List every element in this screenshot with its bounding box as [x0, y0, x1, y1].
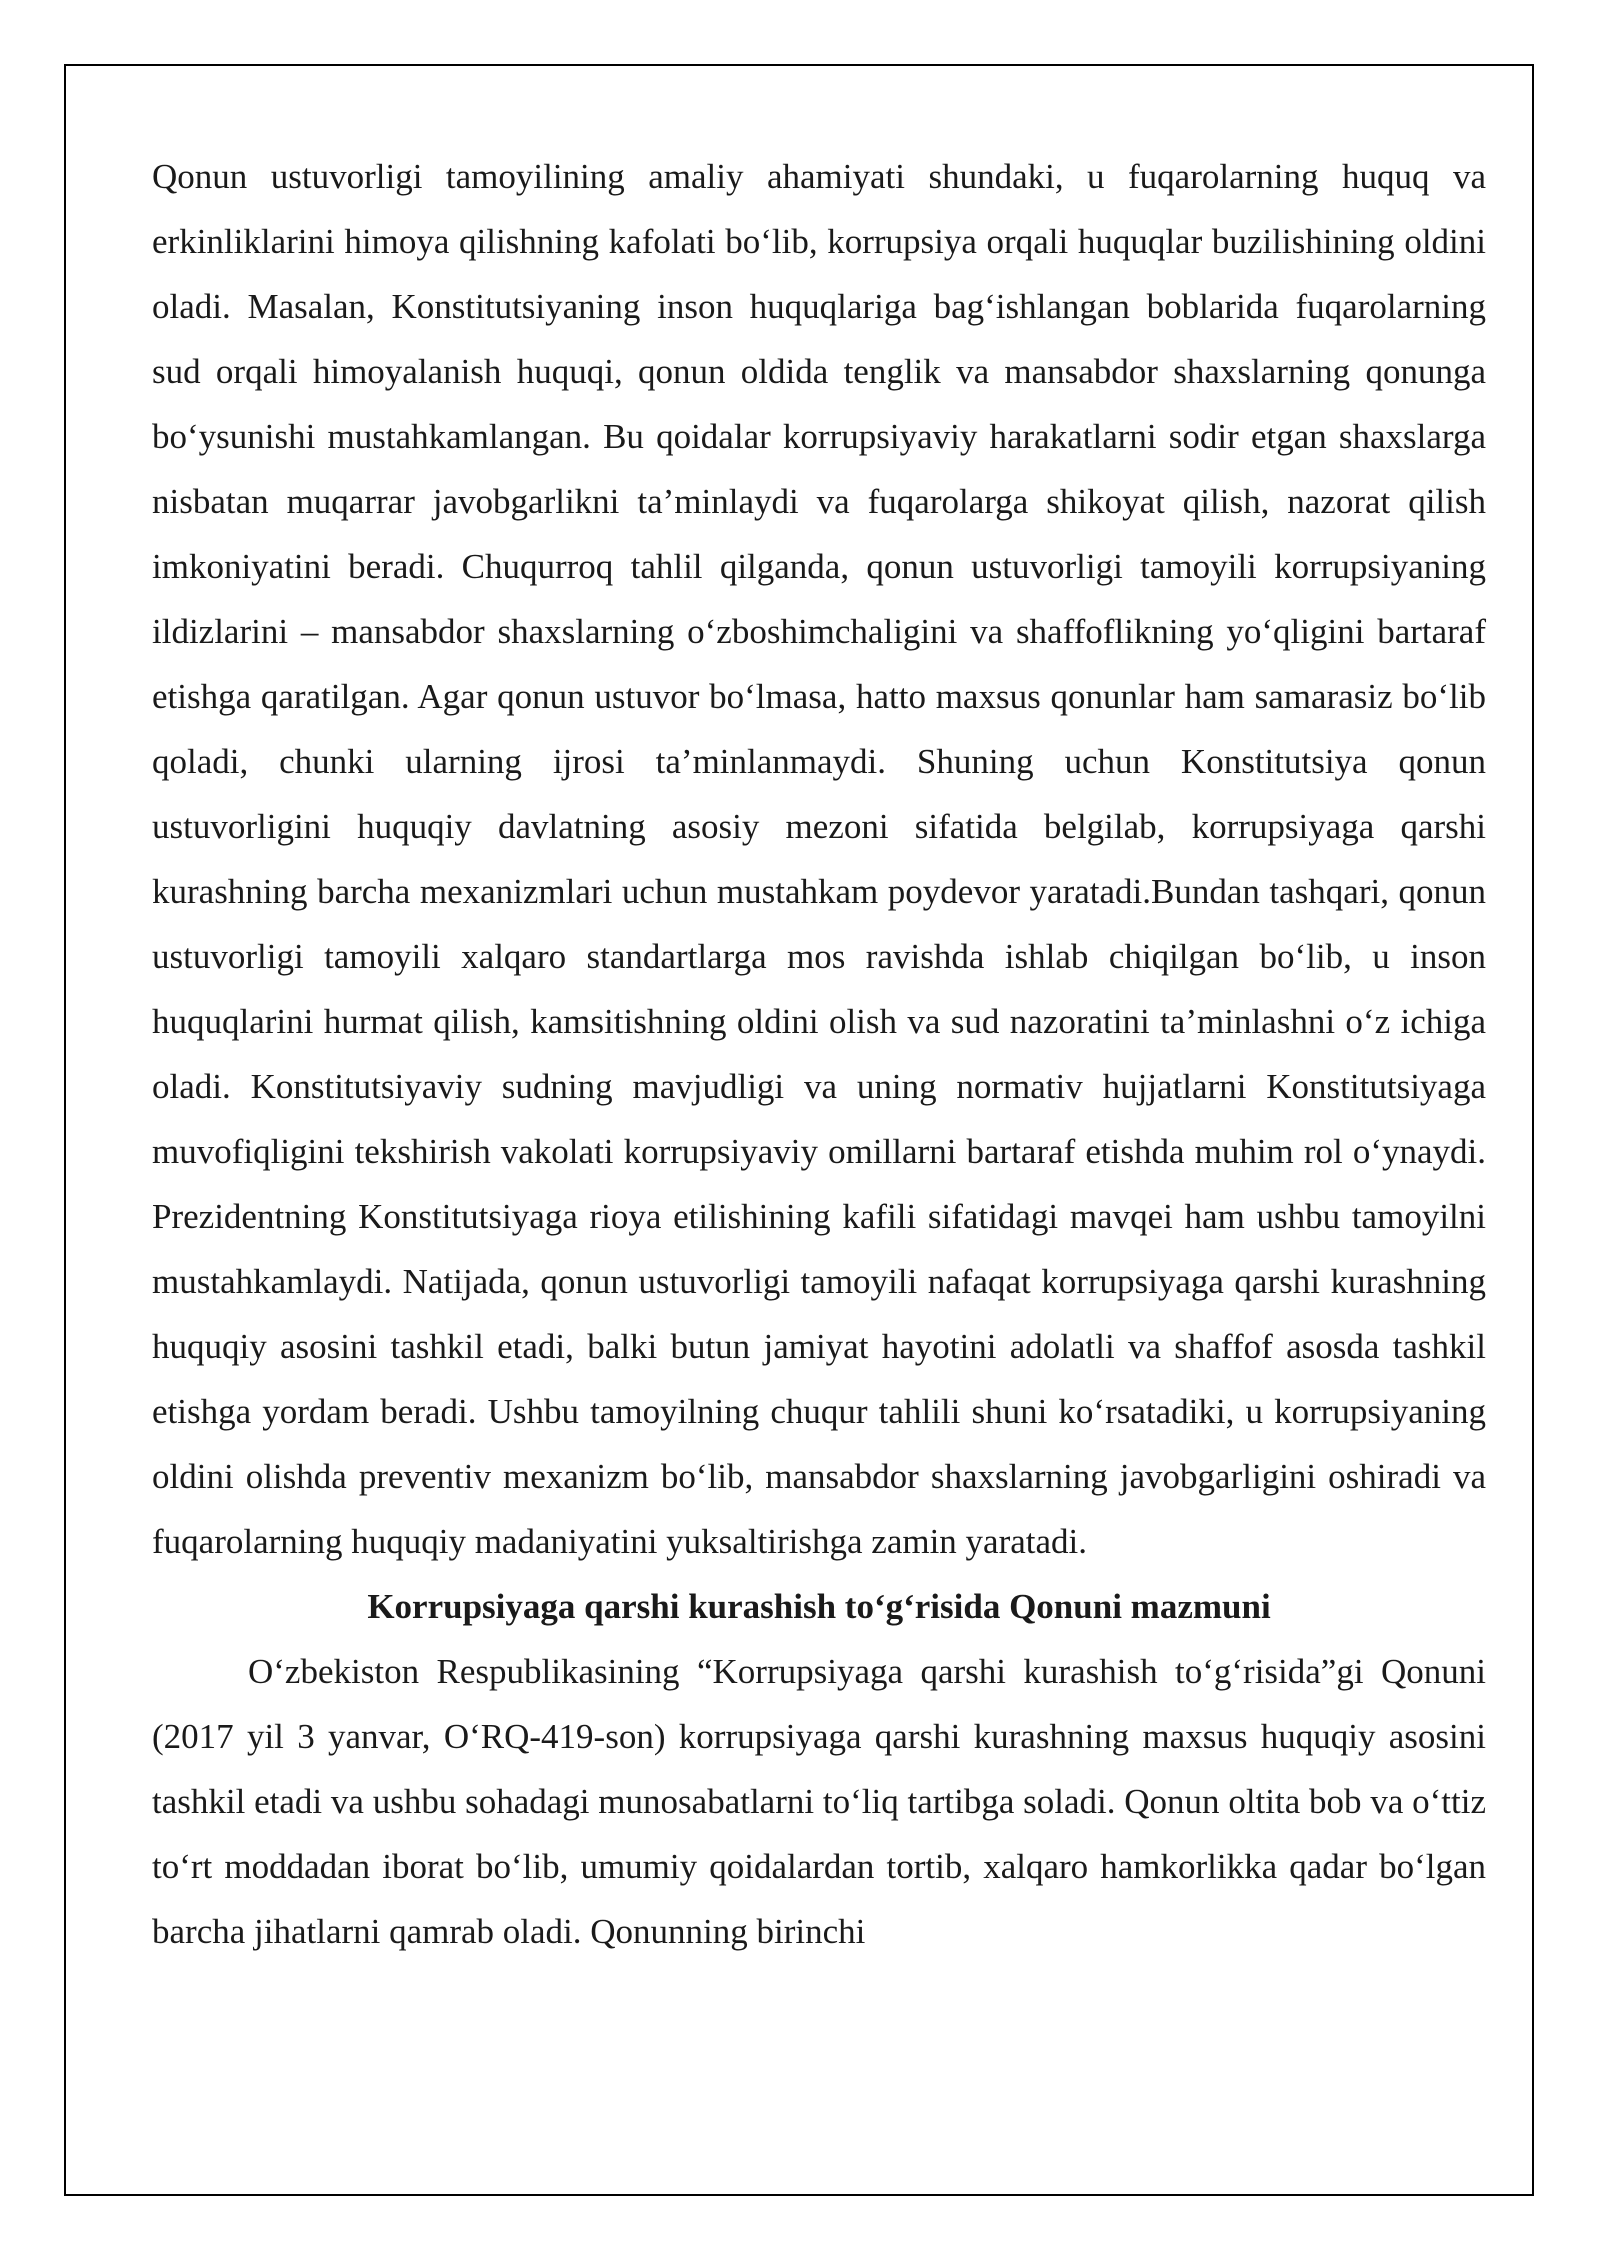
document-body: [152, 144, 1486, 1964]
section-heading: Korrupsiyaga qarshi kurashish to‘g‘risida Qonuni mazmuni: [367, 1587, 1271, 1626]
body-paragraph-anticorruption-law: O‘zbekiston Respublikasining “Korrupsiyaga qarshi kurashish to‘g‘risida”gi Qonuni (2017 yil 3 yanvar, O‘RQ-419-son) korrupsiyaga qarshi kurashning maxsus huquqiy asosini tashkil etadi va ushbu sohadagi munosabatlarni to‘liq tartibga soladi. Qonun oltita bob va o‘ttiz to‘rt moddadan iborat bo‘lib, umumiy qoidalardan tortib, xalqaro hamkorlikka qadar bo‘lgan barcha jihatlarni qamrab oladi. Qonunning birinchi: [152, 1652, 1486, 1951]
body-paragraph-rule-of-law: Qonun ustuvorligi tamoyilining amaliy ahamiyati shundaki, u fuqarolarning huquq va erkinliklarini himoya qilishning kafolati bo‘lib, korrupsiya orqali huquqlar buzilishining oldini oladi. Masalan, Konstitutsiyaning inson huquqlariga bag‘ishlangan boblarida fuqarolarning sud orqali himoyalanish huquqi, qonun oldida tenglik va mansabdor shaxslarning qonunga bo‘ysunishi mustahkamlangan. Bu qoidalar korrupsiyaviy harakatlarni sodir etgan shaxslarga nisbatan muqarrar javobgarlikni ta’minlaydi va fuqarolarga shikoyat qilish, nazorat qilish imkoniyatini beradi. Chuqurroq tahlil qilganda, qonun ustuvorligi tamoyili korrupsiyaning ildizlarini – mansabdor shaxslarning o‘zboshimchaligini va shaffoflikning yo‘qligini bartaraf etishga qaratilgan. Agar qonun ustuvor bo‘lmasa, hatto maxsus qonunlar ham samarasiz bo‘lib qoladi, chunki ularning ijrosi ta’minlanmaydi. Shuning uchun Konstitutsiya qonun ustuvorligini huquqiy davlatning asosiy mezoni sifatida belgilab, korrupsiyaga qarshi kurashning barcha mexanizmlari uchun mustahkam poydevor yaratadi.Bundan tashqari, qonun ustuvorligi tamoyili xalqaro standartlarga mos ravishda ishlab chiqilgan bo‘lib, u inson huquqlarini hurmat qilish, kamsitishning oldini olish va sud nazoratini ta’minlashni o‘z ichiga oladi. Konstitutsiyaviy sudning mavjudligi va uning normativ hujjatlarni Konstitutsiyaga muvofiqligini tekshirish vakolati korrupsiyaviy omillarni bartaraf etishda muhim rol o‘ynaydi. Prezidentning Konstitutsiyaga rioya etilishining kafili sifatidagi mavqei ham ushbu tamoyilni mustahkamlaydi. Natijada, qonun ustuvorligi tamoyili nafaqat korrupsiyaga qarshi kurashning huquqiy asosini tashkil etadi, balki butun jamiyat hayotini adolatli va shaffof asosda tashkil etishga yordam beradi. Ushbu tamoyilning chuqur tahlili shuni ko‘rsatadiki, u korrupsiyaning oldini olishda preventiv mexanizm bo‘lib, mansabdor shaxslarning javobgarligini oshiradi va fuqarolarning huquqiy madaniyatini yuksaltirishga zamin yaratadi.: [152, 157, 1486, 1561]
